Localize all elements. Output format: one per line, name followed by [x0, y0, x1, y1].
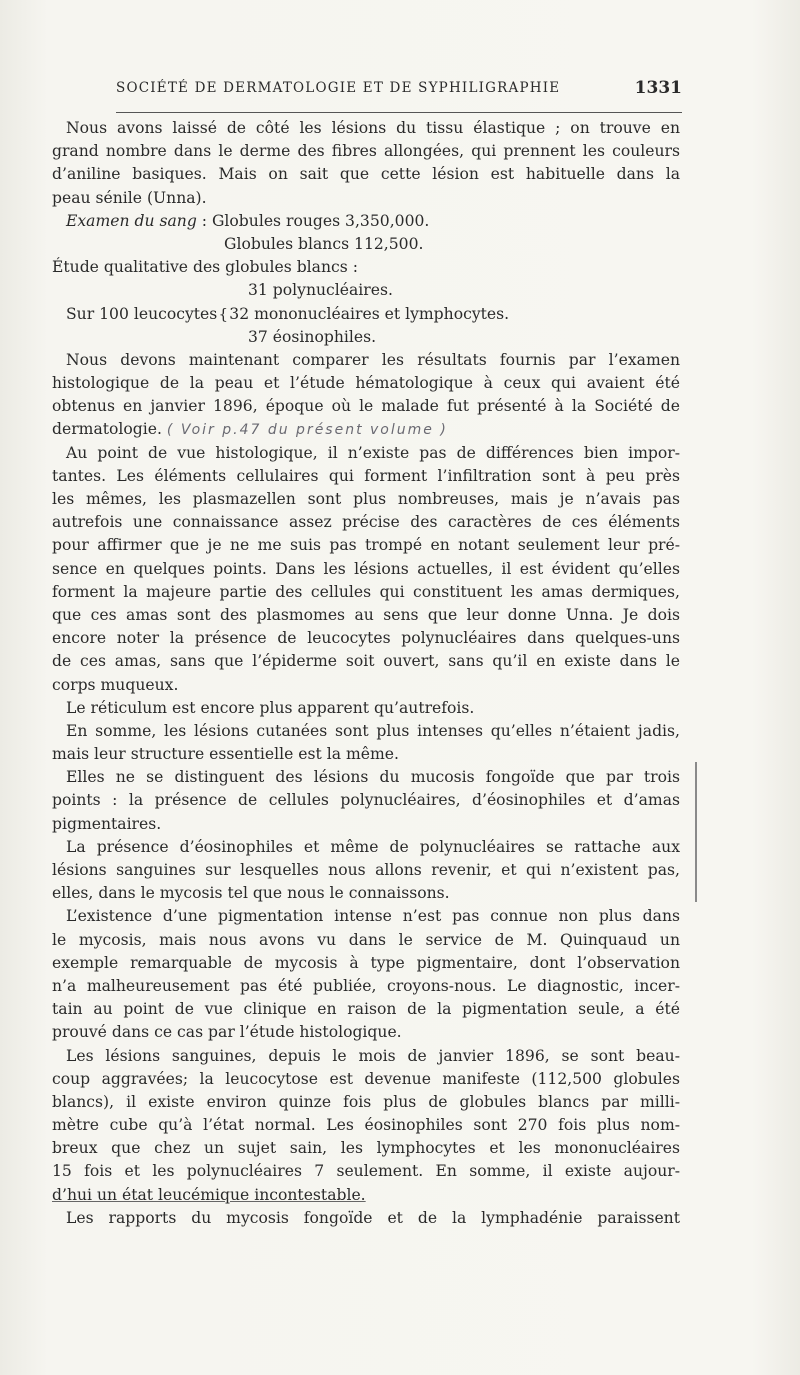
text-line: le mycosis, mais nous avons vu dans le service de M. Quinquaud un [52, 930, 680, 949]
text-line: Les rapports du mycosis fongoïde et de la lymphadénie paraissent [66, 1208, 680, 1227]
text-line: Nous avons laissé de côté les lésions du tissu élastique ; on trouve en [66, 119, 680, 137]
qualitative-line: Étude qualitative des globules blancs : [52, 258, 358, 277]
blood-exam-line [52, 210, 680, 233]
poly-count: 31 polynucléaires. [248, 281, 393, 300]
text-line: lésions sanguines sur lesquelles nous allons revenir, et qui n’existent pas, [52, 861, 680, 879]
text-line: blancs), il existe environ quinze fois plus de globules blancs par milli- [52, 1092, 680, 1111]
text-line: les mêmes, les plasmazellen sont plus nombreuses, mais je n’avais pas [52, 490, 680, 508]
text-line: breux que chez un sujet sain, les lymphocytes et les mononucléaires [52, 1139, 680, 1158]
eos-line [52, 326, 680, 349]
text-line: Au point de vue histologique, il n’existe pas de différences bien impor- [66, 443, 680, 462]
handwritten-note: ( Voir p.47 du présent volume ) [166, 422, 448, 439]
text-line: encore noter la présence de leucocytes polynucléaires dans quelques-uns [52, 629, 680, 648]
eos-count: 37 éosinophiles. [248, 327, 377, 346]
mono-count: 32 mononucléaires et lymphocytes. [229, 304, 510, 323]
text-line: sence en quelques points. Dans les lésions actuelles, il est évident qu’elles [52, 559, 680, 578]
body-text [52, 117, 680, 1230]
text-line: elles, dans le mycosis tel que nous le connaissons. [52, 884, 450, 903]
text-line: histologique de la peau et l’étude hématologique à ceux qui avaient été [52, 374, 680, 393]
mono-line [52, 303, 680, 326]
text-line: Nous devons maintenant comparer les résultats fournis par l’examen [66, 350, 680, 369]
text-line: de ces amas, sans que l’épiderme soit ouvert, sans qu’il en existe dans le [52, 652, 680, 671]
text-line: Elles ne se distinguent des lésions du mucosis fongoïde que par trois [66, 768, 680, 787]
text-line: obtenus en janvier 1896, époque où le malade fut présenté à la Société de [52, 397, 680, 416]
underlined-text: d’hui un état leucémique incontestable. [52, 1185, 366, 1204]
text-line: En somme, les lésions cutanées sont plus intenses qu’elles n’étaient jadis, [66, 721, 680, 740]
text-line: Les lésions sanguines, depuis le mois de janvier 1896, se sont beau- [66, 1046, 680, 1065]
text-line: exemple remarquable de mycosis à type pigmentaire, dont l’observation [52, 953, 680, 972]
blood-exam-label: Examen du sang [66, 211, 197, 230]
running-header [116, 78, 682, 102]
text-line: corps muqueux. [52, 675, 179, 694]
red-cells: Globules rouges 3,350,000. [211, 211, 430, 230]
brace: { [218, 304, 229, 323]
text-line: autrefois une connaissance assez précise des caractères de ces éléments [52, 513, 680, 532]
per-100-label: Sur 100 leucocytes [66, 304, 218, 323]
text-line: Le réticulum est encore plus apparent qu’autrefois. [66, 698, 475, 717]
white-cells: Globules blancs 112,500. [224, 234, 424, 253]
text-line [52, 418, 680, 441]
white-cells-line [52, 233, 680, 256]
text-line: mètre cube qu’à l’état normal. Les éosinophiles sont 270 fois plus nom- [52, 1116, 680, 1135]
text-line: mais leur structure essentielle est la même. [52, 745, 399, 764]
text-line: forment la majeure partie des cellules qui constituent les amas dermiques, [52, 582, 680, 601]
margin-mark [695, 762, 697, 902]
text-line: pigmentaires. [52, 814, 162, 833]
text-line: 15 fois et les polynucléaires 7 seulement. En somme, il existe aujour- [52, 1162, 680, 1181]
blood-exam-sep: : [196, 211, 212, 230]
text-line: tantes. Les éléments cellulaires qui forment l’infiltration sont à peu près [52, 466, 680, 485]
text-line: d’aniline basiques. Mais on sait que cette lésion est habituelle dans la [52, 165, 680, 184]
text-line: grand nombre dans le derme des fibres allongées, qui prennent les couleurs [52, 142, 680, 161]
text-line: peau sénile (Unna). [52, 188, 207, 207]
text-line: que ces amas sont des plasmomes au sens que leur donne Unna. Je dois [52, 605, 680, 624]
header-rule [116, 112, 682, 113]
text-line: pour affirmer que je ne me suis pas trompé en notant seulement leur pré- [52, 536, 680, 555]
header-title: SOCIÉTÉ DE DERMATOLOGIE ET DE SYPHILIGRAPHIE [116, 80, 561, 96]
page-number: 1331 [634, 78, 682, 98]
text-line: prouvé dans ce cas par l’étude histologique. [52, 1023, 402, 1042]
text-line [52, 1184, 680, 1207]
text-line: coup aggravées; la leucocytose est devenue manifeste (112,500 globules [52, 1069, 680, 1088]
text-fragment: dermatologie. [52, 420, 162, 439]
poly-line [52, 279, 680, 302]
text-line: tain au point de vue clinique en raison de la pigmentation seule, a été [52, 1000, 680, 1019]
text-line: La présence d’éosinophiles et même de polynucléaires se rattache aux [66, 837, 680, 856]
text-line: points : la présence de cellules polynucléaires, d’éosinophiles et d’amas [52, 791, 680, 810]
text-line: L’existence d’une pigmentation intense n’est pas connue non plus dans [66, 907, 680, 926]
text-line: n’a malheureusement pas été publiée, croyons-nous. Le diagnostic, incer- [52, 976, 680, 995]
